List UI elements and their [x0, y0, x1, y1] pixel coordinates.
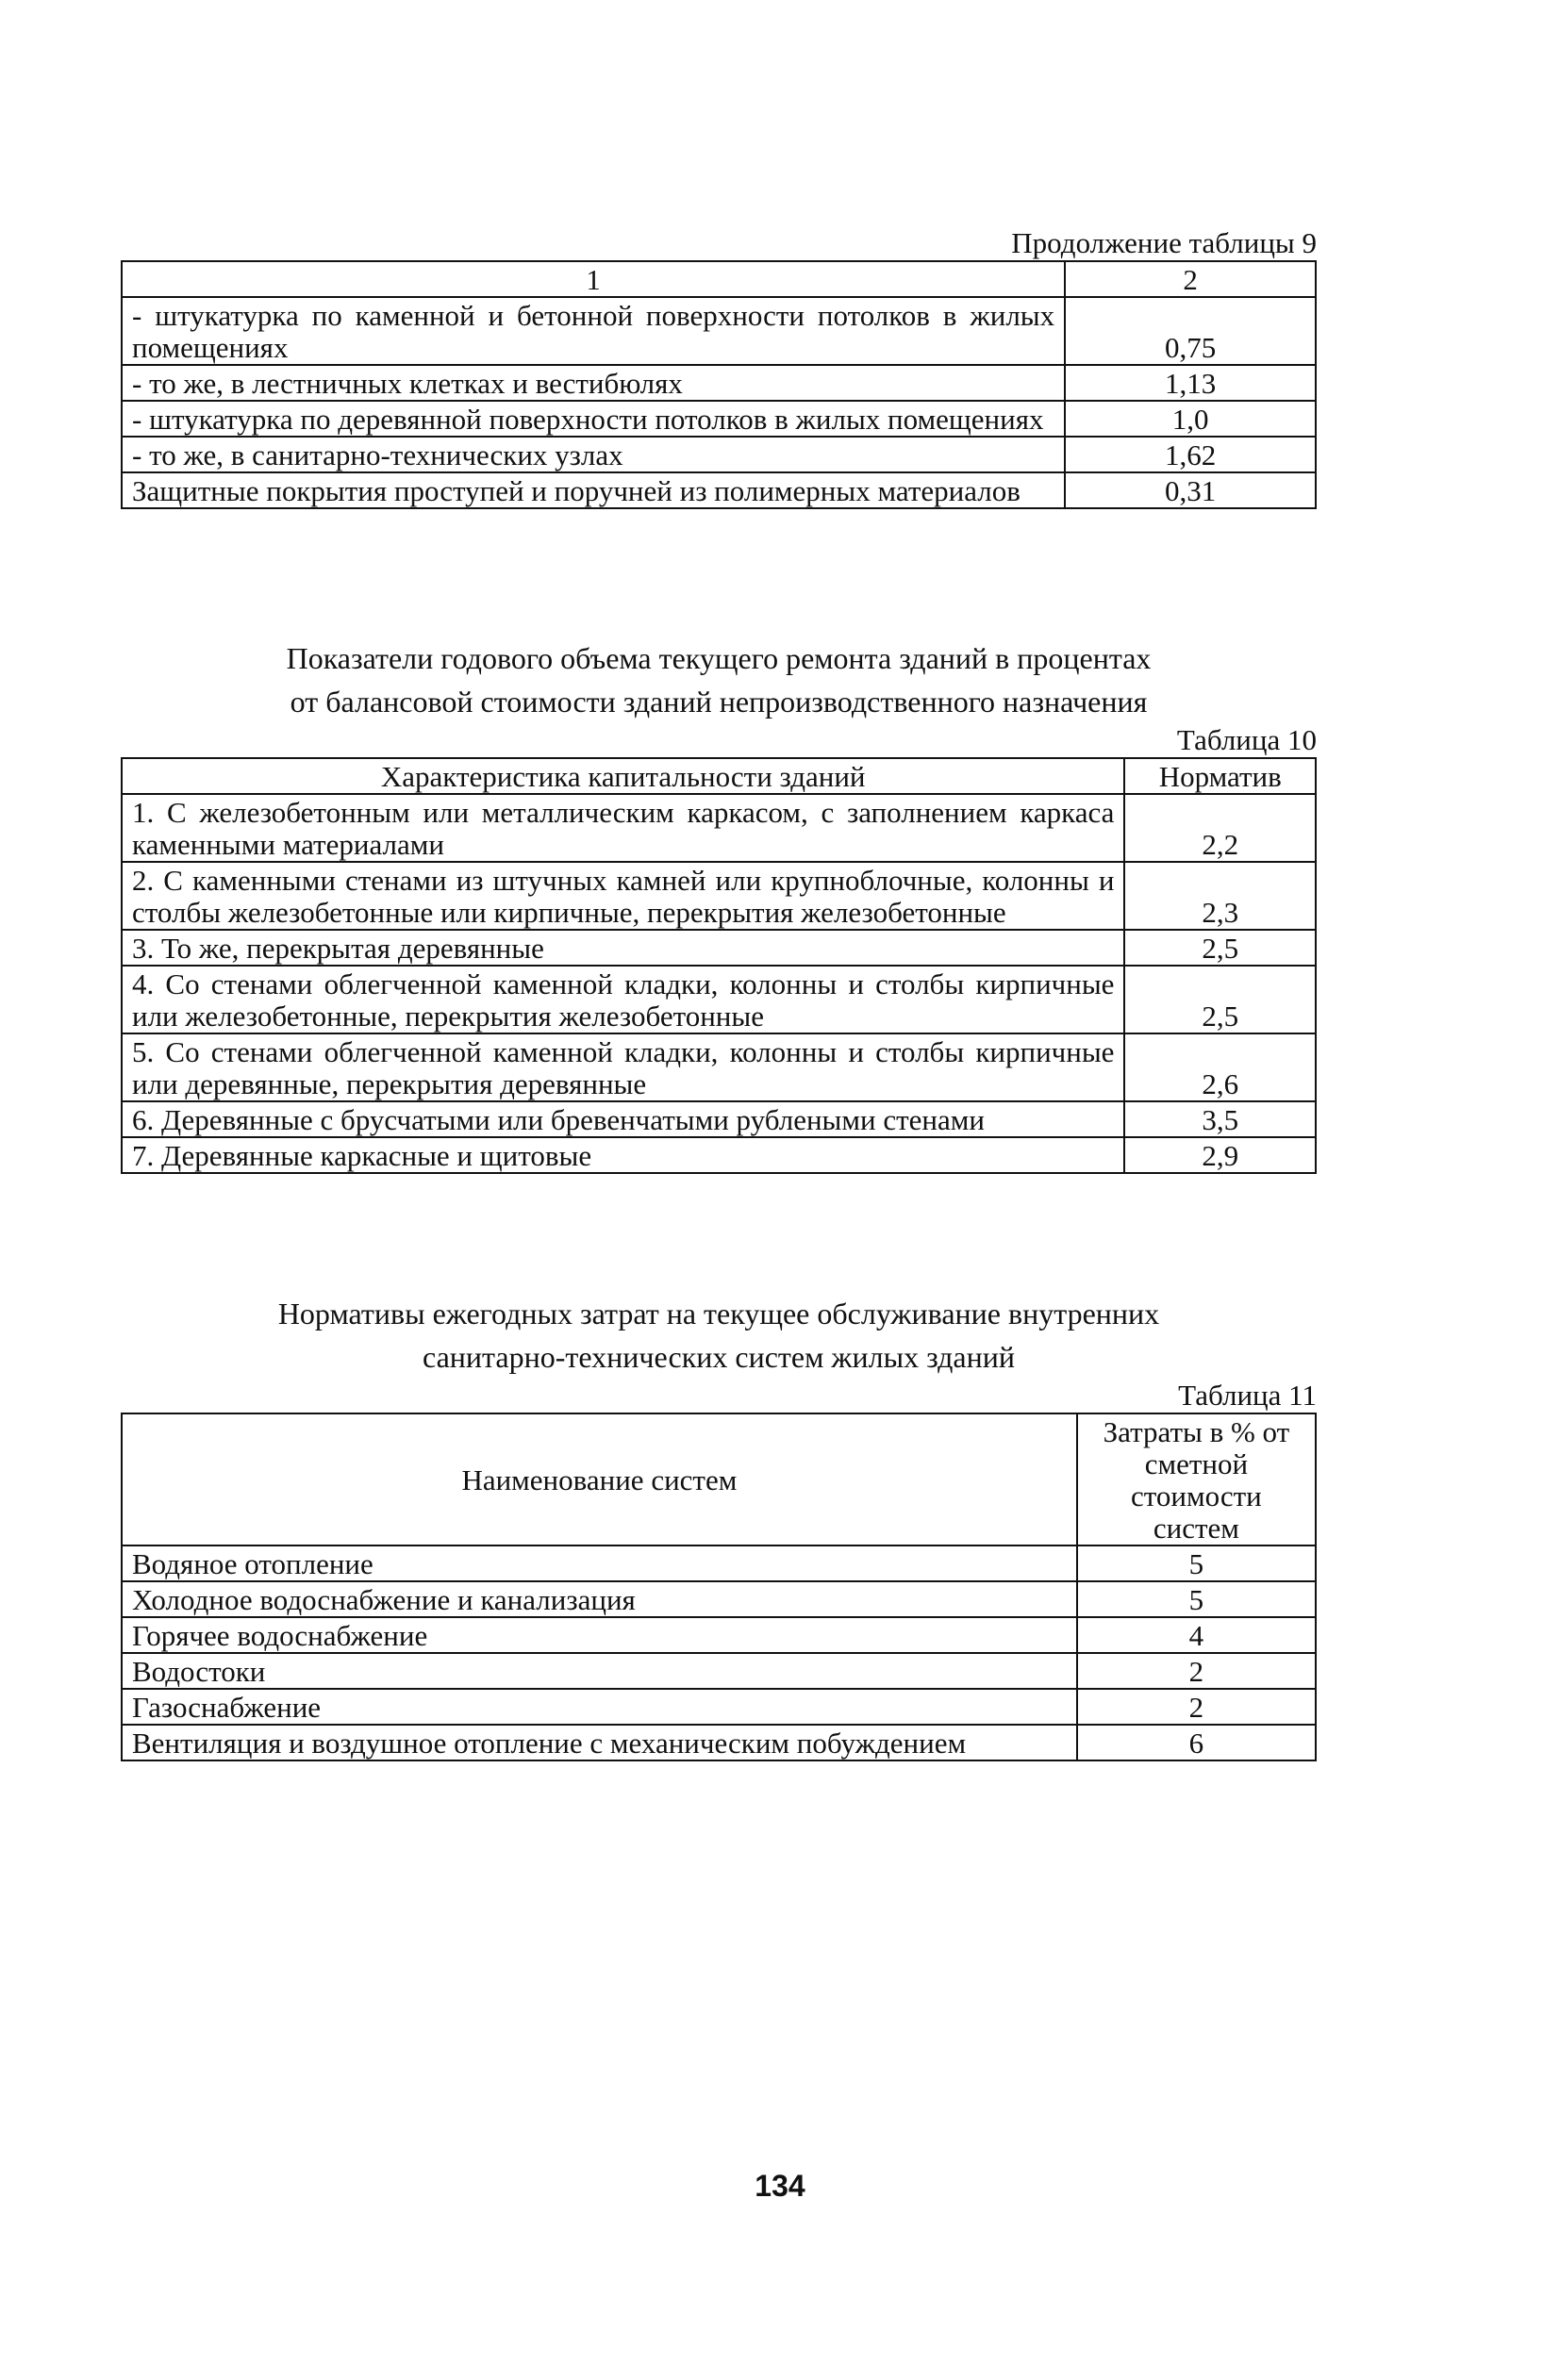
row-label: 3. То же, перекрытая деревянные	[122, 930, 1124, 966]
table9	[121, 260, 1317, 509]
table10-section	[121, 636, 1317, 1174]
table-row	[122, 794, 1316, 862]
row-label: 2. С каменными стенами из штучных камней или крупноблочные, колонны и столбы железобетонные или кирпичные, перекрытия железобетонные	[122, 862, 1124, 930]
table10-header-row	[122, 758, 1316, 794]
table-row	[122, 966, 1316, 1033]
table-row	[122, 1653, 1316, 1689]
row-label: 7. Деревянные каркасные и щитовые	[122, 1137, 1124, 1173]
row-value: 5	[1077, 1545, 1316, 1581]
table10	[121, 757, 1317, 1174]
row-label: - то же, в санитарно-технических узлах	[122, 437, 1065, 472]
row-value: 2	[1077, 1653, 1316, 1689]
table11-caption: Таблица 11	[1178, 1379, 1317, 1412]
row-label: 4. Со стенами облегченной каменной кладки, колонны и столбы кирпичные или железобетонные, перекрытия железобетонные	[122, 966, 1124, 1033]
table11-section	[121, 1292, 1317, 1761]
row-label: - то же, в лестничных клетках и вестибюлях	[122, 365, 1065, 401]
row-label: Водяное отопление	[122, 1545, 1077, 1581]
table11-header-row	[122, 1413, 1316, 1545]
table-row	[122, 1581, 1316, 1617]
row-label: Газоснабжение	[122, 1689, 1077, 1725]
row-label: Защитные покрытия проступей и поручней из полимерных материалов	[122, 472, 1065, 508]
table-row	[122, 297, 1316, 365]
row-value: 1,62	[1065, 437, 1316, 472]
row-value: 2,6	[1124, 1033, 1316, 1101]
page-number: 134	[755, 2169, 805, 2203]
table11-title-line2: санитарно-технических систем жилых зданий	[423, 1340, 1015, 1374]
table10-header-col2: Норматив	[1124, 758, 1316, 794]
row-value: 5	[1077, 1581, 1316, 1617]
row-value: 2,5	[1124, 966, 1316, 1033]
row-value: 2,5	[1124, 930, 1316, 966]
row-label: Водостоки	[122, 1653, 1077, 1689]
table9-section	[121, 226, 1317, 509]
table-row	[122, 365, 1316, 401]
row-label: Холодное водоснабжение и канализация	[122, 1581, 1077, 1617]
row-value: 2,9	[1124, 1137, 1316, 1173]
row-value: 2,3	[1124, 862, 1316, 930]
table10-caption: Таблица 10	[1176, 723, 1317, 756]
row-value: 0,31	[1065, 472, 1316, 508]
table-row	[122, 437, 1316, 472]
row-value: 2,2	[1124, 794, 1316, 862]
table9-header-col2: 2	[1065, 261, 1316, 297]
table-row	[122, 1545, 1316, 1581]
row-value: 6	[1077, 1725, 1316, 1760]
table10-title-line1: Показатели годового объема текущего ремонта зданий в процентах	[286, 641, 1152, 675]
row-value: 2	[1077, 1689, 1316, 1725]
row-value: 4	[1077, 1617, 1316, 1653]
table9-caption: Продолжение таблицы 9	[1011, 226, 1317, 259]
table11-title-line1: Нормативы ежегодных затрат на текущее обслуживание внутренних	[277, 1297, 1160, 1330]
table-row	[122, 1101, 1316, 1137]
table-row	[122, 401, 1316, 437]
table-row	[122, 472, 1316, 508]
row-label: 1. С железобетонным или металлическим каркасом, с заполнением каркаса каменными материалами	[122, 794, 1124, 862]
row-label: Вентиляция и воздушное отопление с механическим побуждением	[122, 1725, 1077, 1760]
row-label: 6. Деревянные с брусчатыми или бревенчатыми рублеными стенами	[122, 1101, 1124, 1137]
row-label: - штукатурка по деревянной поверхности потолков в жилых помещениях	[122, 401, 1065, 437]
table-row	[122, 1617, 1316, 1653]
table10-title-line2: от балансовой стоимости зданий непроизводственного назначения	[290, 685, 1148, 719]
table11-header-col2: Затраты в % от сметной стоимости систем	[1077, 1413, 1316, 1545]
row-label: - штукатурка по каменной и бетонной поверхности потолков в жилых помещениях	[122, 297, 1065, 365]
row-value: 3,5	[1124, 1101, 1316, 1137]
table11-header-col1: Наименование систем	[122, 1413, 1077, 1545]
row-value: 1,13	[1065, 365, 1316, 401]
row-label: 5. Со стенами облегченной каменной кладки, колонны и столбы кирпичные или деревянные, перекрытия деревянные	[122, 1033, 1124, 1101]
table11	[121, 1413, 1317, 1761]
row-value: 0,75	[1065, 297, 1316, 365]
table-row	[122, 1033, 1316, 1101]
table-row	[122, 862, 1316, 930]
row-label: Горячее водоснабжение	[122, 1617, 1077, 1653]
table-row	[122, 1137, 1316, 1173]
table-row	[122, 1725, 1316, 1760]
table10-header-col1: Характеристика капитальности зданий	[122, 758, 1124, 794]
table9-header-row	[122, 261, 1316, 297]
table9-header-col1: 1	[122, 261, 1065, 297]
table-row	[122, 930, 1316, 966]
row-value: 1,0	[1065, 401, 1316, 437]
table-row	[122, 1689, 1316, 1725]
